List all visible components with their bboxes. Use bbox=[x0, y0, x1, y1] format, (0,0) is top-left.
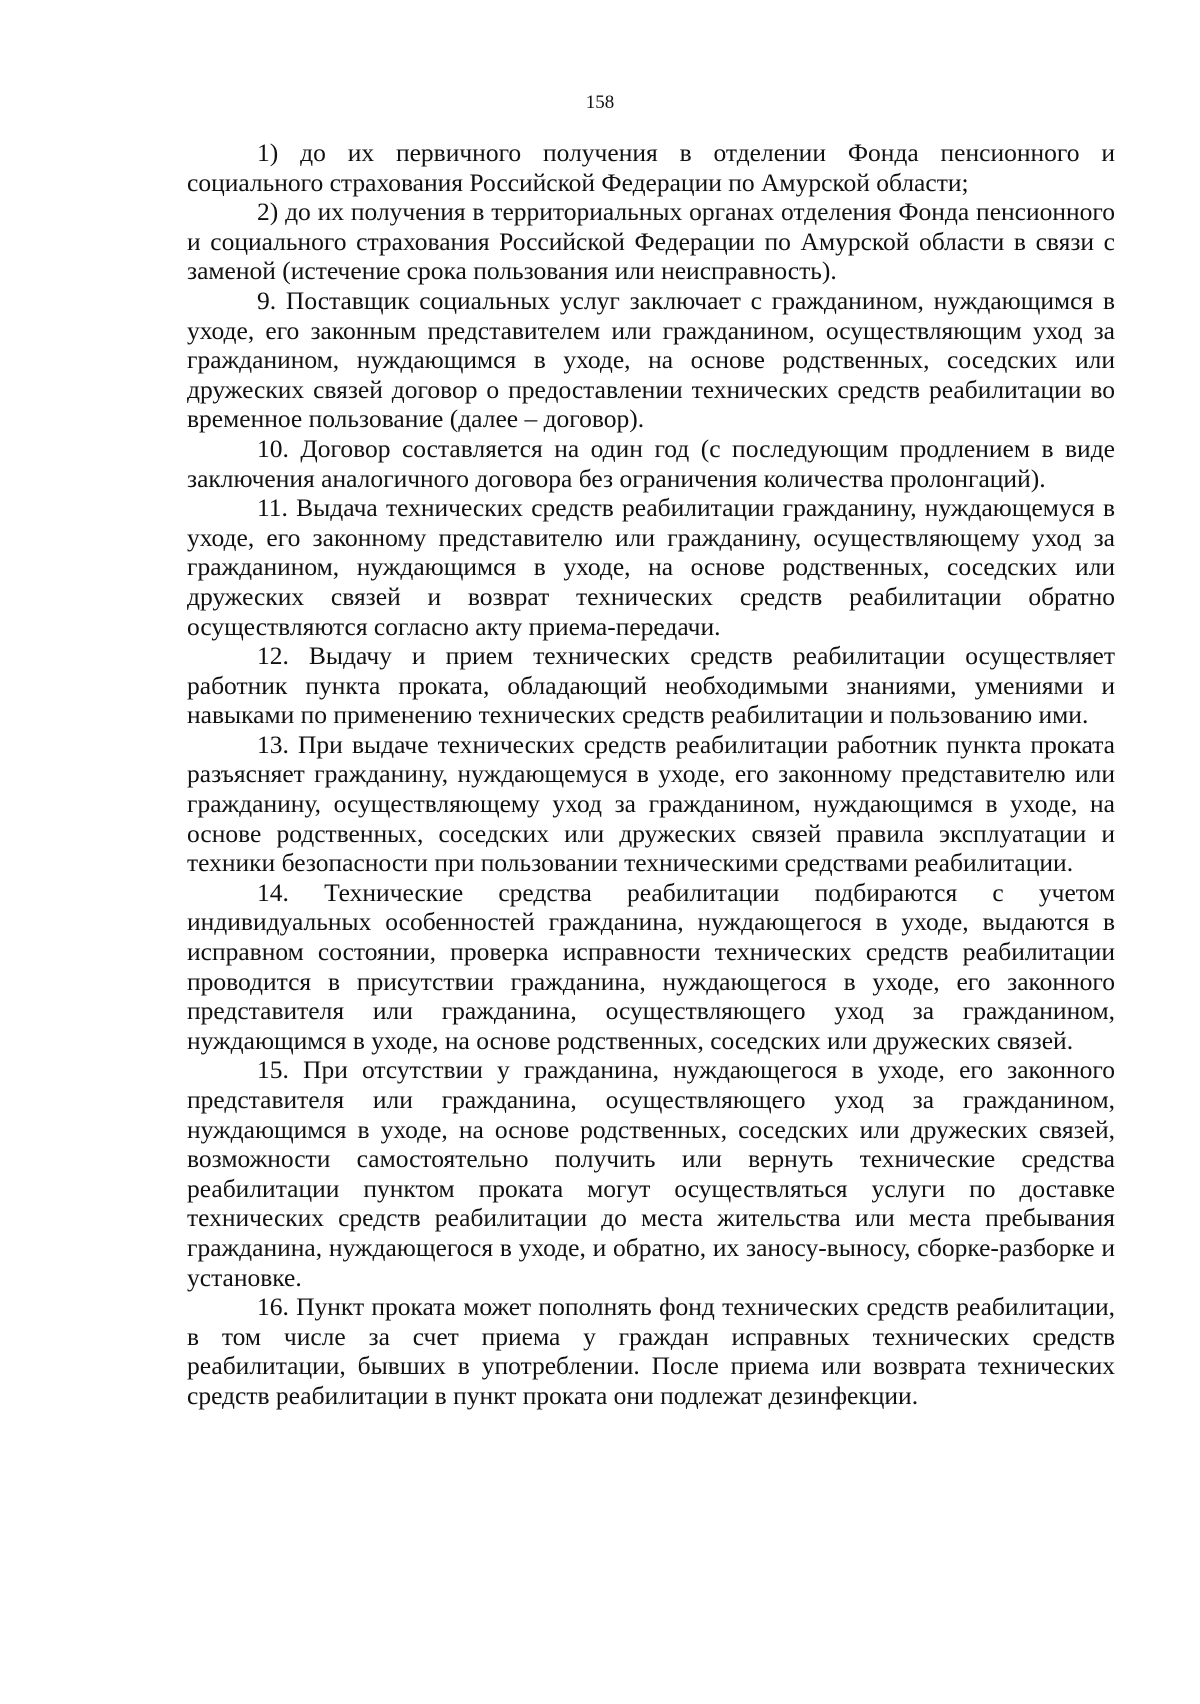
clause-13: 13. При выдаче технических средств реабилитации работник пункта проката разъясняет гражданину, нуждающемуся в уходе, его законному представителю или гражданину, осуществляющему уход за гражданином, нуждающимся в уходе, на основе родственных, соседских или дружеских связей правила эксплуатации и техники безопасности при пользовании техническими средствами реабилитации. bbox=[187, 729, 1115, 878]
clause-12: 12. Выдачу и прием технических средств реабилитации осуществляет работник пункта проката, обладающий необходимыми знаниями, умениями и навыками по применению технических средств реабилитации и пользованию ими. bbox=[187, 641, 1115, 730]
clause-15: 15. При отсутствии у гражданина, нуждающегося в уходе, его законного представителя или гражданина, осуществляющего уход за гражданином, нуждающимся в уходе, на основе родственных, соседских или дружеских связей, возможности самостоятельно получить или вернуть технические средства реабилитации пунктом проката могут осуществляться услуги по доставке технических средств реабилитации до места жительства или места пребывания гражданина, нуждающегося в уходе, и обратно, их заносу-выносу, сборке-разборке и установке. bbox=[187, 1055, 1115, 1292]
clause-11: 11. Выдача технических средств реабилитации гражданину, нуждающемуся в уходе, его законному представителю или гражданину, осуществляющему уход за гражданином, нуждающимся в уходе, на основе родственных, соседских или дружеских связей и возврат технических средств реабилитации обратно осуществляются согласно акту приема-передачи. bbox=[187, 493, 1115, 641]
document-body bbox=[187, 138, 1115, 1411]
clause-9: 9. Поставщик социальных услуг заключает с гражданином, нуждающимся в уходе, его законным представителем или гражданином, осуществляющим уход за гражданином, нуждающимся в уходе, на основе родственных, соседских или дружеских связей договор о предоставлении технических средств реабилитации во временное пользование (далее – договор). bbox=[187, 285, 1115, 434]
clause-14: 14. Технические средства реабилитации подбираются с учетом индивидуальных особенностей гражданина, нуждающегося в уходе, выдаются в исправном состоянии, проверка исправности технических средств реабилитации проводится в присутствии гражданина, нуждающегося в уходе, его законного представителя или гражданина, осуществляющего уход за гражданином, нуждающимся в уходе, на основе родственных, соседских или дружеских связей. bbox=[187, 877, 1115, 1055]
list-item-2: 2) до их получения в территориальных органах отделения Фонда пенсионного и социального страхования Российской Федерации по Амурской области в связи с заменой (истечение срока пользования или неисправность). bbox=[187, 197, 1115, 286]
list-item-1: 1) до их первичного получения в отделении Фонда пенсионного и социального страхования Российской Федерации по Амурской области; bbox=[187, 138, 1115, 197]
page-number: 158 bbox=[585, 92, 615, 113]
clause-10: 10. Договор составляется на один год (с последующим продлением в виде заключения аналогичного договора без ограничения количества пролонгаций). bbox=[187, 433, 1115, 493]
clause-16: 16. Пункт проката может пополнять фонд технических средств реабилитации, в том числе за счет приема у граждан исправных технических средств реабилитации, бывших в употреблении. После приема или возврата технических средств реабилитации в пункт проката они подлежат дезинфекции. bbox=[187, 1292, 1115, 1410]
